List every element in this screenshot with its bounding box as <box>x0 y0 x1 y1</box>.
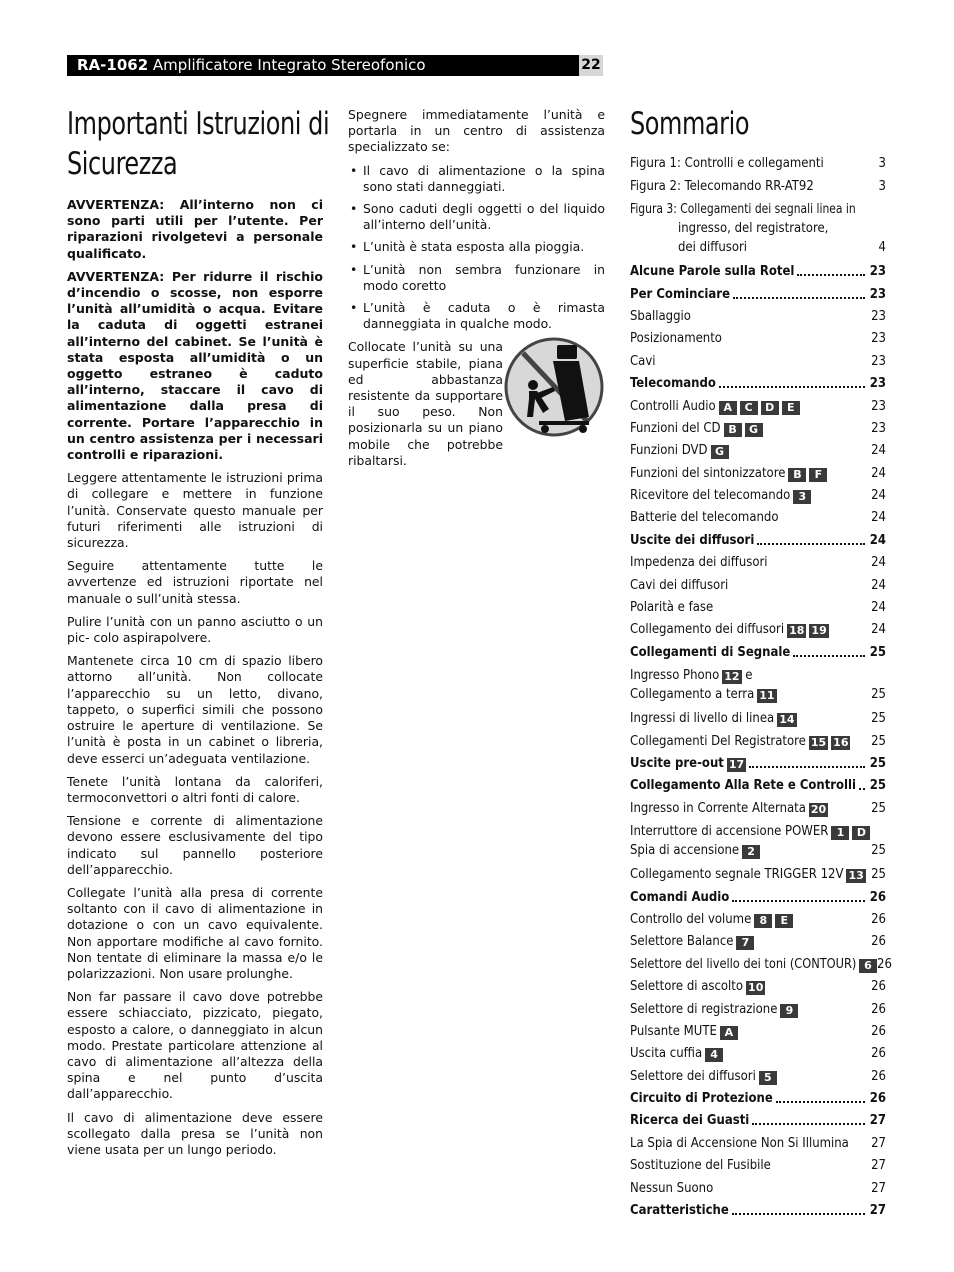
toc-item[interactable]: Selettore Balance 7 26 <box>630 934 886 950</box>
toc-item[interactable]: Controlli Audio A C D E 23 <box>630 398 886 414</box>
toc-item[interactable]: Uscita cuffia 4 26 <box>630 1046 886 1062</box>
toc-section[interactable]: Per Cominciare 23 <box>630 286 886 302</box>
ref-badge: 10 <box>748 981 764 995</box>
ref-badge: 5 <box>759 1071 777 1085</box>
toc-item[interactable]: Polarità e fase 24 <box>630 600 886 616</box>
cart-tipover-warning-icon <box>503 329 605 439</box>
ref-badge: D <box>761 401 779 415</box>
toc-item[interactable]: Ingresso Phono 12 e Collegamento a terra 11 25 <box>630 667 886 702</box>
toc-item[interactable]: Nessun Suono 27 <box>630 1180 886 1196</box>
safety-column-2 <box>348 107 605 476</box>
paragraph: Seguire attentamente tutte le avvertenze ed istruzioni riportate nel manuale o sull’unità stessa. <box>67 558 323 606</box>
ref-badge: 1 <box>831 826 849 840</box>
ref-badge: 11 <box>759 688 775 702</box>
ref-badge: 3 <box>793 490 811 504</box>
ref-badge: B <box>724 423 742 437</box>
warning-1: AVVERTENZA: All’interno non ci sono parti utili per l’utente. Per riparazioni rivolgetevi a personale qualificato. <box>67 197 323 261</box>
ref-badge: 19 <box>811 624 827 638</box>
ref-badge: 4 <box>705 1048 723 1062</box>
toc-section[interactable]: Uscite dei diffusori 24 <box>630 532 886 548</box>
list-item: • Sono caduti degli oggetti o del liquido all’interno dell’unità. <box>348 201 605 233</box>
ref-badge: 17 <box>728 757 745 771</box>
toc-item[interactable]: Batterie del telecomando 24 <box>630 510 886 526</box>
toc-section[interactable]: Caratteristiche 27 <box>630 1203 886 1219</box>
service-intro: Spegnere immediatamente l’unità e portarla in un centro di assistenza specializzato se: <box>348 107 605 155</box>
list-item: • L’unità è stata esposta alla pioggia. <box>348 239 605 255</box>
toc-item[interactable]: Pulsante MUTE A 26 <box>630 1023 886 1039</box>
toc-section[interactable]: Ricerca dei Guasti 27 <box>630 1113 886 1129</box>
paragraph: Mantenete circa 10 cm di spazio libero attorno all’unità. Non collocate l’apparecchio su un letto, divano, tappeto, o superfici simili che possono ostruire le aperture di ventilazione. Se l’unità è posta in un cabinet o libreria, deve esserci un’adeguata ventilazione. <box>67 653 323 766</box>
toc-item[interactable]: Collegamento dei diffusori 18 19 24 <box>630 622 886 638</box>
toc-item[interactable]: Sostituzione del Fusibile 27 <box>630 1158 886 1174</box>
paragraph: Pulire l’unità con un panno asciutto o un pic- colo aspirapolvere. <box>67 613 323 646</box>
ref-badge: 13 <box>848 869 864 883</box>
ref-badge: E <box>775 914 793 928</box>
toc-item[interactable]: Selettore di ascolto 10 26 <box>630 979 886 995</box>
ref-badge: 18 <box>789 624 805 638</box>
toc-column <box>630 104 892 1219</box>
toc-section[interactable]: Comandi Audio 26 <box>630 889 886 905</box>
toc-title: Sommario <box>630 106 750 142</box>
ref-badge: G <box>745 423 763 437</box>
ref-badge: 8 <box>754 914 772 928</box>
toc-section[interactable]: Alcune Parole sulla Rotel 23 <box>630 264 886 280</box>
toc-item[interactable]: Selettore dei diffusori 5 26 <box>630 1068 886 1084</box>
toc-item[interactable]: Collegamenti Del Registratore 15 16 25 <box>630 733 886 749</box>
toc-section[interactable]: Collegamento Alla Rete e Controlli 25 <box>630 778 886 794</box>
toc-item[interactable]: Sballaggio 23 <box>630 308 886 324</box>
toc-section[interactable]: Collegamenti di Segnale 25 <box>630 644 886 660</box>
toc-list <box>630 150 892 1219</box>
header-subtitle: Amplificatore Integrato Stereofonico <box>152 56 426 74</box>
toc-section[interactable]: Telecomando 23 <box>630 376 886 392</box>
ref-badge: C <box>740 401 758 415</box>
ref-badge: 15 <box>810 735 827 749</box>
toc-item[interactable]: Controllo del volume 8 E 26 <box>630 911 886 927</box>
toc-item[interactable]: Posizionamento 23 <box>630 331 886 347</box>
ref-badge: 12 <box>724 669 740 683</box>
toc-item[interactable]: Funzioni DVD G 24 <box>630 443 886 459</box>
toc-item[interactable]: Ricevitore del telecomando 3 24 <box>630 488 886 504</box>
toc-item[interactable]: Impedenza dei diffusori 24 <box>630 555 886 571</box>
toc-item[interactable]: Figura 1: Controlli e collegamenti 3 <box>630 156 886 172</box>
ref-badge: 6 <box>859 959 877 973</box>
list-item: • L’unità non sembra funzionare in modo coretto <box>348 262 605 294</box>
toc-item[interactable]: Collegamento segnale TRIGGER 12V 13 25 <box>630 867 886 883</box>
safety-title: Importanti Istruzioni di Sicurezza <box>67 106 330 182</box>
list-item: • L’unità è caduta o è rimasta danneggiata in qualche modo. <box>348 300 605 332</box>
page-header <box>67 55 579 76</box>
warning-2: AVVERTENZA: Per ridurre il rischio d’incendio o scosse, non esporre l’unità all’umidità o acqua. Evitare la caduta di oggetti estranei all’interno del cabinet. Se l’unità è stata esposta all’umidità o un oggetto estraneo è caduto all’interno, staccare il cavo di alimentazione dalla presa di corrente. Portare l’apparecchio in un centro assistenza per i necessari controlli e riparazioni. <box>67 268 323 463</box>
ref-badge: 16 <box>833 735 849 749</box>
toc-item[interactable]: Selettore di registrazione 9 26 <box>630 1001 886 1017</box>
model-name: RA-1062 <box>77 56 149 74</box>
list-item: • Il cavo di alimentazione o la spina sono stati danneggiati. <box>348 163 605 195</box>
toc-item[interactable]: Figura 2: Telecomando RR-AT92 3 <box>630 178 886 194</box>
ref-badge: A <box>719 401 737 415</box>
ref-badge: B <box>788 468 806 482</box>
safety-column <box>67 104 330 1165</box>
ref-badge: F <box>809 468 827 482</box>
ref-badge: 7 <box>736 936 754 950</box>
ref-badge: 9 <box>780 1004 798 1018</box>
ref-badge: 20 <box>810 802 827 816</box>
toc-item[interactable]: Ingresso in Corrente Alternata 20 25 <box>630 800 886 816</box>
toc-item[interactable]: Interruttore di accensione POWER 1 D Spia di accensione 2 25 <box>630 823 886 858</box>
paragraph: Tensione e corrente di alimentazione devono essere esclusivamente del tipo indicato sul pannello posteriore dell’apparecchio. <box>67 813 323 877</box>
paragraph: Collegate l’unità alla presa di corrente soltanto con il cavo di alimentazione in dotazione o con un cavo equivalente. Non apportare modifiche al cavo fornito. Non tentate di eliminare la massa e/o le polarizzazioni. Non usare prolunghe. <box>67 884 323 981</box>
paragraph: Il cavo di alimentazione deve essere scollegato dalla presa se l’unità non viene usata per un lungo periodo. <box>67 1109 323 1157</box>
toc-item[interactable]: Selettore del livello dei toni (CONTOUR) 6 26 <box>630 956 892 972</box>
ref-badge: D <box>852 826 870 840</box>
ref-badge: 2 <box>742 845 760 859</box>
ref-badge: E <box>782 401 800 415</box>
toc-item[interactable]: Ingressi di livello di linea 14 25 <box>630 711 886 727</box>
paragraph: Leggere attentamente le istruzioni prima di collegare e mettere in funzione l’unità. Conservate questo manuale per futuri riferimenti alle istruzioni di sicurezza. <box>67 470 323 551</box>
toc-item[interactable]: Figura 3: Collegamenti dei segnali linea in ingresso, del registratore, dei diffusori 4 <box>630 201 886 255</box>
toc-item[interactable]: La Spia di Accensione Non Si Illumina 27 <box>630 1135 886 1151</box>
toc-item[interactable]: Funzioni del sintonizzatore B F 24 <box>630 465 886 481</box>
paragraph: Tenete l’unità lontana da caloriferi, termoconvettori o altri fonti di calore. <box>67 773 323 805</box>
toc-section[interactable]: Uscite pre-out 17 25 <box>630 755 886 771</box>
ref-badge: G <box>711 445 729 459</box>
service-list <box>348 163 605 333</box>
ref-badge: 14 <box>779 713 795 727</box>
toc-item[interactable]: Cavi 23 <box>630 353 886 369</box>
toc-section[interactable]: Circuito di Protezione 26 <box>630 1091 886 1107</box>
toc-item[interactable]: Cavi dei diffusori 24 <box>630 577 886 593</box>
toc-item[interactable]: Funzioni del CD B G 23 <box>630 420 886 436</box>
page-number: 22 <box>579 55 603 76</box>
placement-text: Collocate l’unità su una superficie stabile, piana ed abbastanza resistente da supportare il suo peso. Non posizionarla su un piano mobile che potrebbe ribaltarsi. <box>348 339 503 468</box>
paragraph: Non far passare il cavo dove potrebbe essere schiacciato, pizzicato, piegato, esposto a calore, o danneggiato in alcun modo. Prestate particolare attenzione al cavo di alimentazione all’altezza della spina e nel punto d’uscita dall’apparecchio. <box>67 989 323 1102</box>
ref-badge: A <box>720 1026 738 1040</box>
